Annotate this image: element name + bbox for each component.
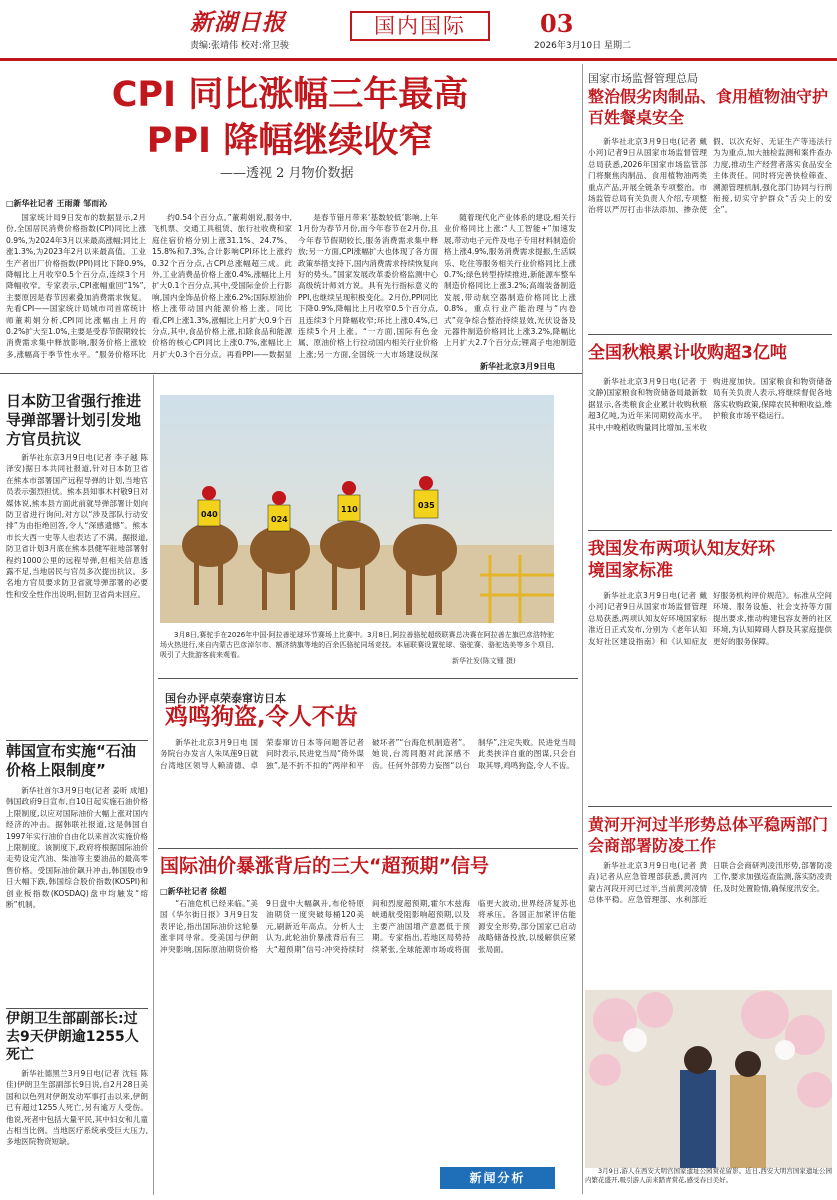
left-divider-1 bbox=[6, 740, 148, 741]
bib-label: 110 bbox=[341, 505, 358, 514]
oil-article-byline: □新华社记者 徐超 bbox=[160, 887, 227, 896]
page-number: 03 bbox=[540, 9, 574, 38]
right-divider-3 bbox=[588, 806, 832, 807]
left-article-1-title: 日本防卫省强行推进导弹部署计划引发地方官员抗议 bbox=[6, 392, 142, 448]
bib-label: 024 bbox=[271, 515, 288, 524]
main-headline: CPI 同比涨幅三年最高 PPI 降幅继续收窄 bbox=[111, 75, 469, 161]
blossom-image bbox=[585, 990, 832, 1168]
main-col-4: 随着现代化产业体系的建设,相关行业价格同比上涨:“人工智能+”加速发展,带动电子元件及电子专用材料制造价格上涨4.9%,服务消费需求提振,生活娱乐、吃住等服务相关行业价格同比上涨0.7%;绿色转型持续推进,新能源车整车制造价格同比上涨3.2%;高端装备制造发展,带动航空器制造价格同比上涨0.8%。重点行业产能治理与“内卷式”竞争综合整治持续显效,光伏设备及元器件制造价格同比上涨3.2%,降幅比上月扩大2.7个百分点;锂离子电池制造 bbox=[444, 213, 576, 348]
right-article-3-body: 新华社北京3月9日电(记者 戴小河)记者9日从国家市场监督管理总局获悉,两项认知友好环境国家标准近日正式发布,分别为《老年认知友好社区建设指南》和《认知症友好服务机构评价规范》。标准从空间环境、服务设施、社会支持等方面提出要求,推动构建包容友善的社区环境,为认知障碍人群及其家庭提供更好的服务保障。 bbox=[588, 591, 832, 646]
right-divider-1 bbox=[588, 334, 832, 335]
left-article-3-body: 新华社德黑兰3月9日电(记者 沈钰 陈佳)伊朗卫生部副部长9日说,自2月28日美国和以色列对伊朗发动军事打击以来,伊朗已有超过1255人死亡,另有逾万人受伤。他说,死者中包括大量平民,其中妇女和儿童占相当比例。当地医疗系统承受巨大压力,多地医院物资短缺。 bbox=[6, 1069, 148, 1147]
section-label: 国内国际 bbox=[350, 11, 490, 41]
news-analysis-tag: 新闻分析 bbox=[440, 1167, 555, 1189]
camel-race-image bbox=[160, 395, 554, 623]
left-article-1-body: 新华社东京3月9日电(记者 李子越 陈泽安)据日本共同社报道,针对日本防卫省在熊本市部署国产远程导弹的计划,当地官员表示强烈担忧。熊本县知事木村敬9日对媒体说,熊本县方面此前就导弹部署计划向防卫省进行询问,对方以“涉及部队行动安排”为由拒绝回答,令人“深感遗憾”。熊本市长大西一史等人也表达了不满。据报道,防卫省计划3月底在熊本县健军驻地部署射程约1000公里的远程导弹,但相关信息透露不足,当地居民与官员多次提出抗议。多名地方官员要求防卫省就导弹部署的必要性和安全性作出说明,但防卫省尚未回应。 bbox=[6, 453, 148, 599]
right-article-1-body: 新华社北京3月9日电(记者 戴小河)记者9日从国家市场监督管理总局获悉,2026年国家市场监管部门将聚焦肉制品、食用植物油两类重点产品,开展全链条专项整治。市场监管总局有关负责人介绍,专项整治将以严厉打击非法添加、掺杂使假、以次充好、无证生产等违法行为为重点,加大抽检监测和案件查办力度,推动生产经营者落实食品安全主体责任。同时将完善快检筛查、溯源管理机制,强化部门协同与行刑衔接,切实守护群众“舌尖上的安全”。 bbox=[588, 137, 832, 215]
right-article-2-body: 新华社北京3月9日电(记者 于文静)国家粮食和物资储备局最新数据显示,各类粮食企业累计收购秋粮超3亿吨,为近年来同期较高水平。其中,中晚稻收购量同比增加,玉米收购进度加快。国家粮食和物资储备局有关负责人表示,将继续督促各地落实收购政策,保障农民种粮收益,维护粮食市场平稳运行。 bbox=[588, 377, 832, 432]
camel-race-photo bbox=[160, 395, 554, 623]
left-article-2-title: 韩国宣布实施“石油价格上限制度” bbox=[6, 742, 136, 779]
editor-line: 责编:张靖伟 校对:常卫骏 bbox=[190, 41, 289, 51]
oil-article-body: “石油危机已经来临。”美国《华尔街日报》3月9日发表评论,指出国际油价这轮暴涨非同寻常。受美国与伊朗冲突影响,国际原油期货价格9日盘中大幅飙升,布伦特原油期货一度突破每桶120美元,刷新近年高点。分析人士认为,此轮油价暴涨背后有三大“超预期”信号:冲突持续时间和烈度超预期,霍尔木兹海峡通航受阻影响超预期,以及主要产油国增产意愿低于预期。专家指出,若地区局势持续紧张,全球能源市场或将面临更大波动,世界经济复苏也将承压。各国正加紧评估能源安全形势,部分国家已启动战略储备投放,以缓解供应紧张局面。 bbox=[160, 899, 576, 954]
main-article-bottom-rule bbox=[0, 373, 582, 374]
main-byline: □新华社记者 王雨萧 邹而沁 bbox=[6, 199, 108, 208]
main-col-2: 约0.54个百分点。”董莉娟说,服务中,飞机票、交通工具租赁、旅行社收费和家庭住宿价格分别上涨31.1%、24.7%、15.8%和7.3%,合计影响CPI环比上涨约0.32个百分点,占CPI总涨幅超三成。此外,工业消费品价格上涨0.4%,涨幅比上月扩大0.1个百分点,其中,受国际金价上行影响,国内金饰品价格上涨6.2%;国际原油价格上涨带动国内能源价格上涨。同比看,CPI上涨1.3%,涨幅比上月扩大0.9个百分点,其中,食品价格上涨,扣除食品和能源价格的核心CPI同比上涨0.7%,涨幅比上月扩大0.3个百分点。再看PPI——数据显 bbox=[152, 213, 292, 359]
camel-photo-caption: 3月8日,赛驼手在2026年中国·阿拉善驼球环节赛场上比赛中。3月8日,阿拉善骆驼超级联赛总决赛在阿拉善左旗巴彦浩特驼场火热进行,来自内蒙古巴彦淖尔市、额济纳旗等地的百余匹骆驼同场竞技。本届联赛设置驼球、骆驼赛、骆驼选美等多个项目,吸引了大批游客前来观看。 bbox=[160, 631, 554, 659]
right-article-4-title: 黄河开河过半形势总体平稳两部门会商部署防凌工作 bbox=[588, 815, 829, 855]
main-col-3: 是春节错月带来‘基数较低’影响,上年1月份为春节月份,而今年春节在2月份,且今年春节假期较长,服务消费需求集中释放;另一方面,CPI涨幅扩大也体现了各方面政策举措支持下,国内消费需求持续恢复向好的势头。”国家发展改革委价格监测中心高级统计师刘方说。具有先行指标意义的PPI,也继续呈现积极变化。2月份,PPI同比下降0.9%,降幅比上月收窄0.5个百分点,且连续3个月降幅收窄;环比上涨0.4%,已连续5个月上涨。“一方面,国际有色金属、原油价格上行拉动国内相关行业价格上涨;另一方面,全国统一大市场建设纵深 bbox=[298, 213, 438, 359]
masthead bbox=[0, 0, 837, 68]
bib-label: 040 bbox=[201, 510, 218, 519]
left-article-2-body: 新华社首尔3月9日电(记者 姜昕 成旭)韩国政府9日宣布,自10日起实施石油价格上限制度,以应对国际油价大幅上涨对国内经济的冲击。据韩联社报道,这是韩国自1997年实行油价自由化以来首次实施价格上限制度。该制度下,政府将根据国际油价走势设定汽油、柴油等主要油品的最高零售价格。受国际油价飙升冲击,韩国股市9日大幅下跌,韩国综合股价指数(KOSPI)和创业板指数(KOSDAQ)盘中均触发“熔断”机制。 bbox=[6, 786, 148, 910]
bib-label: 035 bbox=[418, 501, 435, 510]
right-article-1-title: 整治假劣肉制品、食用植物油守护百姓餐桌安全 bbox=[588, 87, 829, 127]
left-divider-2 bbox=[6, 1008, 148, 1009]
left-column-divider bbox=[153, 375, 154, 1195]
left-article-3-title: 伊朗卫生部副部长:过去9天伊朗逾1255人死亡 bbox=[6, 1011, 139, 1063]
newspaper-logo: 新湖日报 bbox=[190, 9, 286, 36]
main-col-1: 国家统计局9日发布的数据显示,2月份,全国居民消费价格指数(CPI)同比上涨0.9%,为2024年3月以来最高涨幅;同比上涨1.3%,为2023年2月以来最高值。工业生产者出厂价格指数(PPI)同比下降0.9%,降幅比上月收窄0.5个百分点,连续3个月降幅收窄。专家表示,CPI涨幅重回“1%”,主要原因是春节因素叠加消费需求恢复。先看CPI——国家统计局城市司首席统计师董莉娟分析,CPI同比涨幅由上月的0.2%扩大至1.0%,主要是受春节假期较长消费需求集中释放影响,服务价格上涨较多,涨幅高于季节性水平。“服务价格环比 bbox=[6, 213, 146, 359]
main-subtitle: ——透视 2 月物价数据 bbox=[220, 166, 354, 181]
issue-date: 2026年3月10日 星期二 bbox=[534, 41, 631, 51]
right-column-divider bbox=[582, 64, 583, 1194]
header-rule bbox=[0, 58, 837, 61]
center-divider-2 bbox=[158, 848, 578, 849]
taiwan-article-body: 新华社北京3月9日电 国务院台办发言人朱凤莲9日就台湾地区领导人赖清德、卓荣泰窜访日本等问题答记者问时表示,民进党当局“倚外谋独”,是不折不扣的“两岸和平破坏者”“台海危机制造者”。她说,台湾同胞对此深感不齿。任何外部势力妄图“以台制华”,注定失败。民进党当局此类挟洋自重的图谋,只会自取其辱,鸡鸣狗盗,令人不齿。 bbox=[160, 738, 576, 770]
camel-photo-credit: 新华社发(陈文锺 摄) bbox=[452, 657, 516, 665]
right-article-3-title: 我国发布两项认知友好环境国家标准 bbox=[588, 539, 775, 581]
right-divider-2 bbox=[588, 530, 832, 531]
blossom-photo bbox=[585, 990, 832, 1168]
blossom-photo-caption: 3月9日,游人在西安大明宫国家遗址公园赏花留影。近日,西安大明宫国家遗址公园内繁花盛开,吸引游人前来踏青赏花,感受春日美好。 bbox=[585, 1167, 832, 1184]
taiwan-article-kicker: 国台办评卓荣泰窜访日本 bbox=[165, 692, 286, 705]
oil-article-title: 国际油价暴涨背后的三大“超预期”信号 bbox=[160, 855, 489, 877]
right-article-2-title: 全国秋粮累计收购超3亿吨 bbox=[588, 343, 787, 363]
main-end-byline: 新华社北京3月9日电 bbox=[480, 362, 556, 371]
right-article-4-body: 新华社北京3月9日电(记者 黄垚)记者从应急管理部获悉,黄河内蒙古河段开河已过半,当前黄河凌情总体平稳。应急管理部、水利部近日联合会商研判凌汛形势,部署防凌工作,要求加强巡查监测,落实防凌责任,及时处置险情,确保度汛安全。 bbox=[588, 861, 832, 905]
center-divider-1 bbox=[158, 678, 578, 679]
taiwan-article-title: 鸡鸣狗盗,令人不齿 bbox=[165, 704, 358, 730]
right-article-1-kicker: 国家市场监督管理总局 bbox=[588, 72, 698, 85]
